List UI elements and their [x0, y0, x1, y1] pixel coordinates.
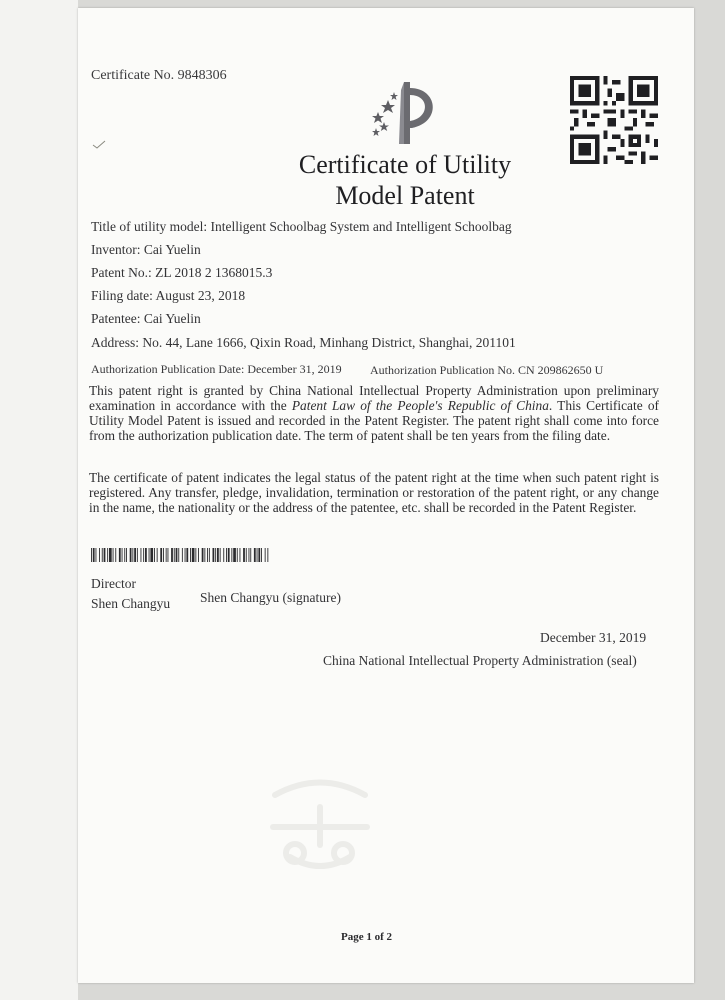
barcode-bar: [154, 548, 155, 562]
barcode-bar: [124, 548, 125, 562]
field-address: [91, 335, 516, 351]
field-title: [91, 219, 512, 235]
barcode-bar: [96, 548, 97, 562]
grant-paragraph-part2: . This Certificate of Utility Model Patent is issued and recorded in the Patent Register. The patent right shall come into force from the authorization publication date. The term of patent shall be ten years from the filing date.: [89, 398, 659, 443]
director-name: Shen Changyu: [91, 596, 171, 611]
barcode-bar: [168, 548, 169, 562]
field-patentee-value: Cai Yuelin: [143, 311, 201, 326]
barcode-bar: [265, 548, 266, 562]
barcode-bar: [217, 548, 219, 562]
cnipa-logo-icon: [360, 78, 448, 146]
scan-left-margin: [0, 0, 78, 1000]
barcode-bar: [178, 548, 179, 562]
barcode-bar: [237, 548, 238, 562]
barcode-bar: [141, 548, 142, 562]
barcode-bar: [246, 548, 247, 562]
barcode-bar: [107, 548, 108, 562]
pen-mark-icon: [92, 140, 106, 150]
field-auth-no: [370, 363, 603, 378]
barcode-bar: [213, 548, 215, 562]
barcode-bar: [130, 548, 132, 562]
official-seal-icon: [245, 765, 395, 885]
barcode-bar: [132, 548, 133, 562]
barcode-bar: [190, 548, 191, 562]
issuing-authority: China National Intellectual Property Administration (seal): [323, 653, 637, 668]
field-title-label: Title of utility model:: [91, 219, 208, 234]
field-address-label: Address:: [91, 335, 139, 350]
barcode-bar: [250, 548, 251, 562]
barcode-bar: [209, 548, 210, 562]
barcode-bar: [91, 548, 92, 562]
barcode-bar: [113, 548, 114, 562]
barcode-bar: [104, 548, 106, 562]
barcode-bar: [233, 548, 236, 562]
barcode-bar: [192, 548, 195, 562]
barcode-bar: [258, 548, 260, 562]
director-signature: Shen Changyu (signature): [200, 590, 341, 605]
barcode-bar: [204, 548, 205, 562]
barcode-bar: [240, 548, 241, 562]
barcode-bar: [145, 548, 147, 562]
field-patent-no: [91, 265, 272, 281]
field-auth-date: [91, 362, 342, 377]
barcode-bar: [171, 548, 173, 562]
field-filing-date: [91, 288, 245, 304]
field-filing-date-value: August 23, 2018: [155, 288, 246, 303]
field-patentee: [91, 311, 201, 327]
grant-paragraph: [89, 383, 659, 443]
barcode-bar: [115, 548, 116, 562]
barcode-bar: [122, 548, 123, 562]
barcode-icon: [91, 548, 269, 562]
barcode-bar: [126, 548, 127, 562]
issue-date: December 31, 2019: [540, 630, 647, 645]
barcode-bar: [150, 548, 153, 562]
field-auth-no-label: Authorization Publication No.: [370, 363, 515, 377]
barcode-bar: [185, 548, 186, 562]
barcode-bar: [231, 548, 232, 562]
barcode-bar: [186, 548, 188, 562]
barcode-bar: [160, 548, 162, 562]
barcode-bar: [257, 548, 258, 562]
field-title-value: Intelligent Schoolbag System and Intelligent Schoolbag: [210, 219, 512, 234]
barcode-bar: [198, 548, 199, 562]
barcode-bar: [243, 548, 245, 562]
field-inventor-value: Cai Yuelin: [143, 242, 201, 257]
barcode-bar: [195, 548, 196, 562]
barcode-bar: [223, 548, 224, 562]
barcode-bar: [226, 548, 227, 562]
barcode-bar: [215, 548, 216, 562]
barcode-bar: [261, 548, 262, 562]
field-inventor: [91, 242, 201, 258]
barcode-bar: [174, 548, 175, 562]
barcode-bar: [109, 548, 112, 562]
director-title: Director: [91, 576, 136, 591]
patent-law-title: Patent Law of the People's Republic of China: [291, 398, 549, 413]
barcode-bar: [102, 548, 103, 562]
barcode-bar: [99, 548, 100, 562]
barcode-bar: [163, 548, 164, 562]
barcode-bar: [254, 548, 256, 562]
barcode-bar: [119, 548, 121, 562]
barcode-bar: [93, 548, 95, 562]
certificate-number: Certificate No. 9848306: [91, 68, 227, 83]
barcode-bar: [249, 548, 250, 562]
barcode-bar: [228, 548, 230, 562]
field-address-value: No. 44, Lane 1666, Qixin Road, Minhang District, Shanghai, 201101: [142, 335, 516, 350]
field-auth-date-value: December 31, 2019: [247, 362, 342, 376]
field-inventor-label: Inventor:: [91, 242, 141, 257]
barcode-bar: [267, 548, 268, 562]
barcode-bar: [137, 548, 138, 562]
field-patentee-label: Patentee:: [91, 311, 141, 326]
barcode-bar: [182, 548, 183, 562]
certificate-title-line2: Model Patent: [335, 181, 475, 210]
barcode-bar: [220, 548, 221, 562]
barcode-bar: [176, 548, 178, 562]
grant-paragraph-part1: This patent right is granted by China National Intellectual Property Administration upon preliminary examination in accordance with the: [89, 383, 659, 413]
barcode-bar: [157, 548, 158, 562]
field-auth-date-label: Authorization Publication Date:: [91, 362, 245, 376]
barcode-bar: [134, 548, 136, 562]
field-filing-date-label: Filing date:: [91, 288, 153, 303]
page-number: Page 1 of 2: [341, 931, 393, 943]
field-auth-no-value: CN 209862650 U: [517, 363, 604, 377]
barcode-bar: [166, 548, 167, 562]
barcode-bar: [149, 548, 150, 562]
barcode-bar: [202, 548, 204, 562]
legal-status-paragraph: The certificate of patent indicates the legal status of the patent right at the time when such patent right is registered. Any transfer, pledge, invalidation, termination or restoration of the patent right, or any change in the name, the nationality or the address of the patentee, etc. shall be recorded in the Patent Register.: [89, 470, 659, 515]
field-patent-no-value: ZL 2018 2 1368015.3: [155, 265, 273, 280]
barcode-bar: [207, 548, 208, 562]
field-patent-no-label: Patent No.:: [91, 265, 152, 280]
barcode-bar: [143, 548, 144, 562]
certificate-title-line1: Certificate of Utility: [298, 150, 512, 179]
